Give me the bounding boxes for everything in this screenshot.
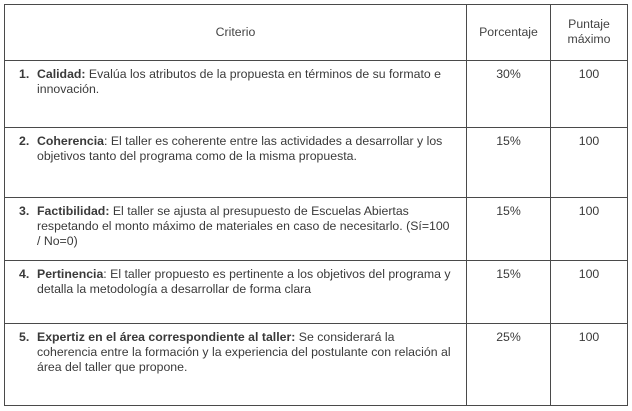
criterion-term: Pertinencia	[37, 266, 104, 281]
table-row	[5, 127, 628, 197]
criterion-description: Evalúa los atributos de la propuesta en términos de su formato e innovación.	[37, 66, 441, 96]
table-row	[5, 197, 628, 260]
header-criterio: Criterio	[5, 5, 467, 61]
puntaje-cell: 100	[551, 127, 628, 197]
criterion-number: 3.	[19, 203, 30, 218]
porcentaje-cell: 15%	[467, 197, 551, 260]
puntaje-cell: 100	[551, 260, 628, 323]
criterion-description: : El taller es coherente entre las actividades a desarrollar y los objetivos tanto del programa como de la misma propuesta.	[37, 133, 443, 163]
header-puntaje-maximo	[551, 5, 628, 61]
criterion-number: 5.	[19, 329, 30, 344]
porcentaje-cell: 30%	[467, 60, 551, 127]
criterion-term: Calidad:	[37, 66, 86, 81]
criterion-term: Coherencia	[37, 133, 104, 148]
evaluation-criteria-table	[4, 4, 628, 406]
criterion-cell	[5, 260, 467, 323]
criterion-cell	[5, 127, 467, 197]
criterion-description: : El taller propuesto es pertinente a los objetivos del programa y detalla la metodología a desarrollar de forma clara	[37, 266, 451, 296]
porcentaje-cell: 15%	[467, 260, 551, 323]
criterion-term: Expertiz en el área correspondiente al taller:	[37, 329, 296, 344]
criterion-term: Factibilidad:	[37, 203, 110, 218]
criterion-number: 2.	[19, 133, 30, 148]
criterion-cell	[5, 197, 467, 260]
header-porcentaje: Porcentaje	[467, 5, 551, 61]
criterion-number: 4.	[19, 266, 30, 281]
table-header-row	[5, 5, 628, 61]
porcentaje-cell: 15%	[467, 127, 551, 197]
criterion-description: Se considerará la coherencia entre la formación y la experiencia del postulante con relación al área del taller que propone.	[37, 329, 451, 374]
table-row	[5, 323, 628, 406]
criterion-description: El taller se ajusta al presupuesto de Escuelas Abiertas respetando el monto máximo de materiales en caso de necesitarlo. (Sí=100 / No=0)	[37, 203, 450, 248]
puntaje-cell: 100	[551, 60, 628, 127]
criterion-number: 1.	[19, 66, 30, 81]
porcentaje-cell: 25%	[467, 323, 551, 406]
puntaje-cell: 100	[551, 197, 628, 260]
criterion-cell	[5, 323, 467, 406]
puntaje-cell: 100	[551, 323, 628, 406]
table-row	[5, 60, 628, 127]
header-puntaje-line1: Puntaje	[568, 17, 610, 32]
criterion-cell	[5, 60, 467, 127]
header-puntaje-line2: máximo	[567, 32, 611, 47]
table-row	[5, 260, 628, 323]
